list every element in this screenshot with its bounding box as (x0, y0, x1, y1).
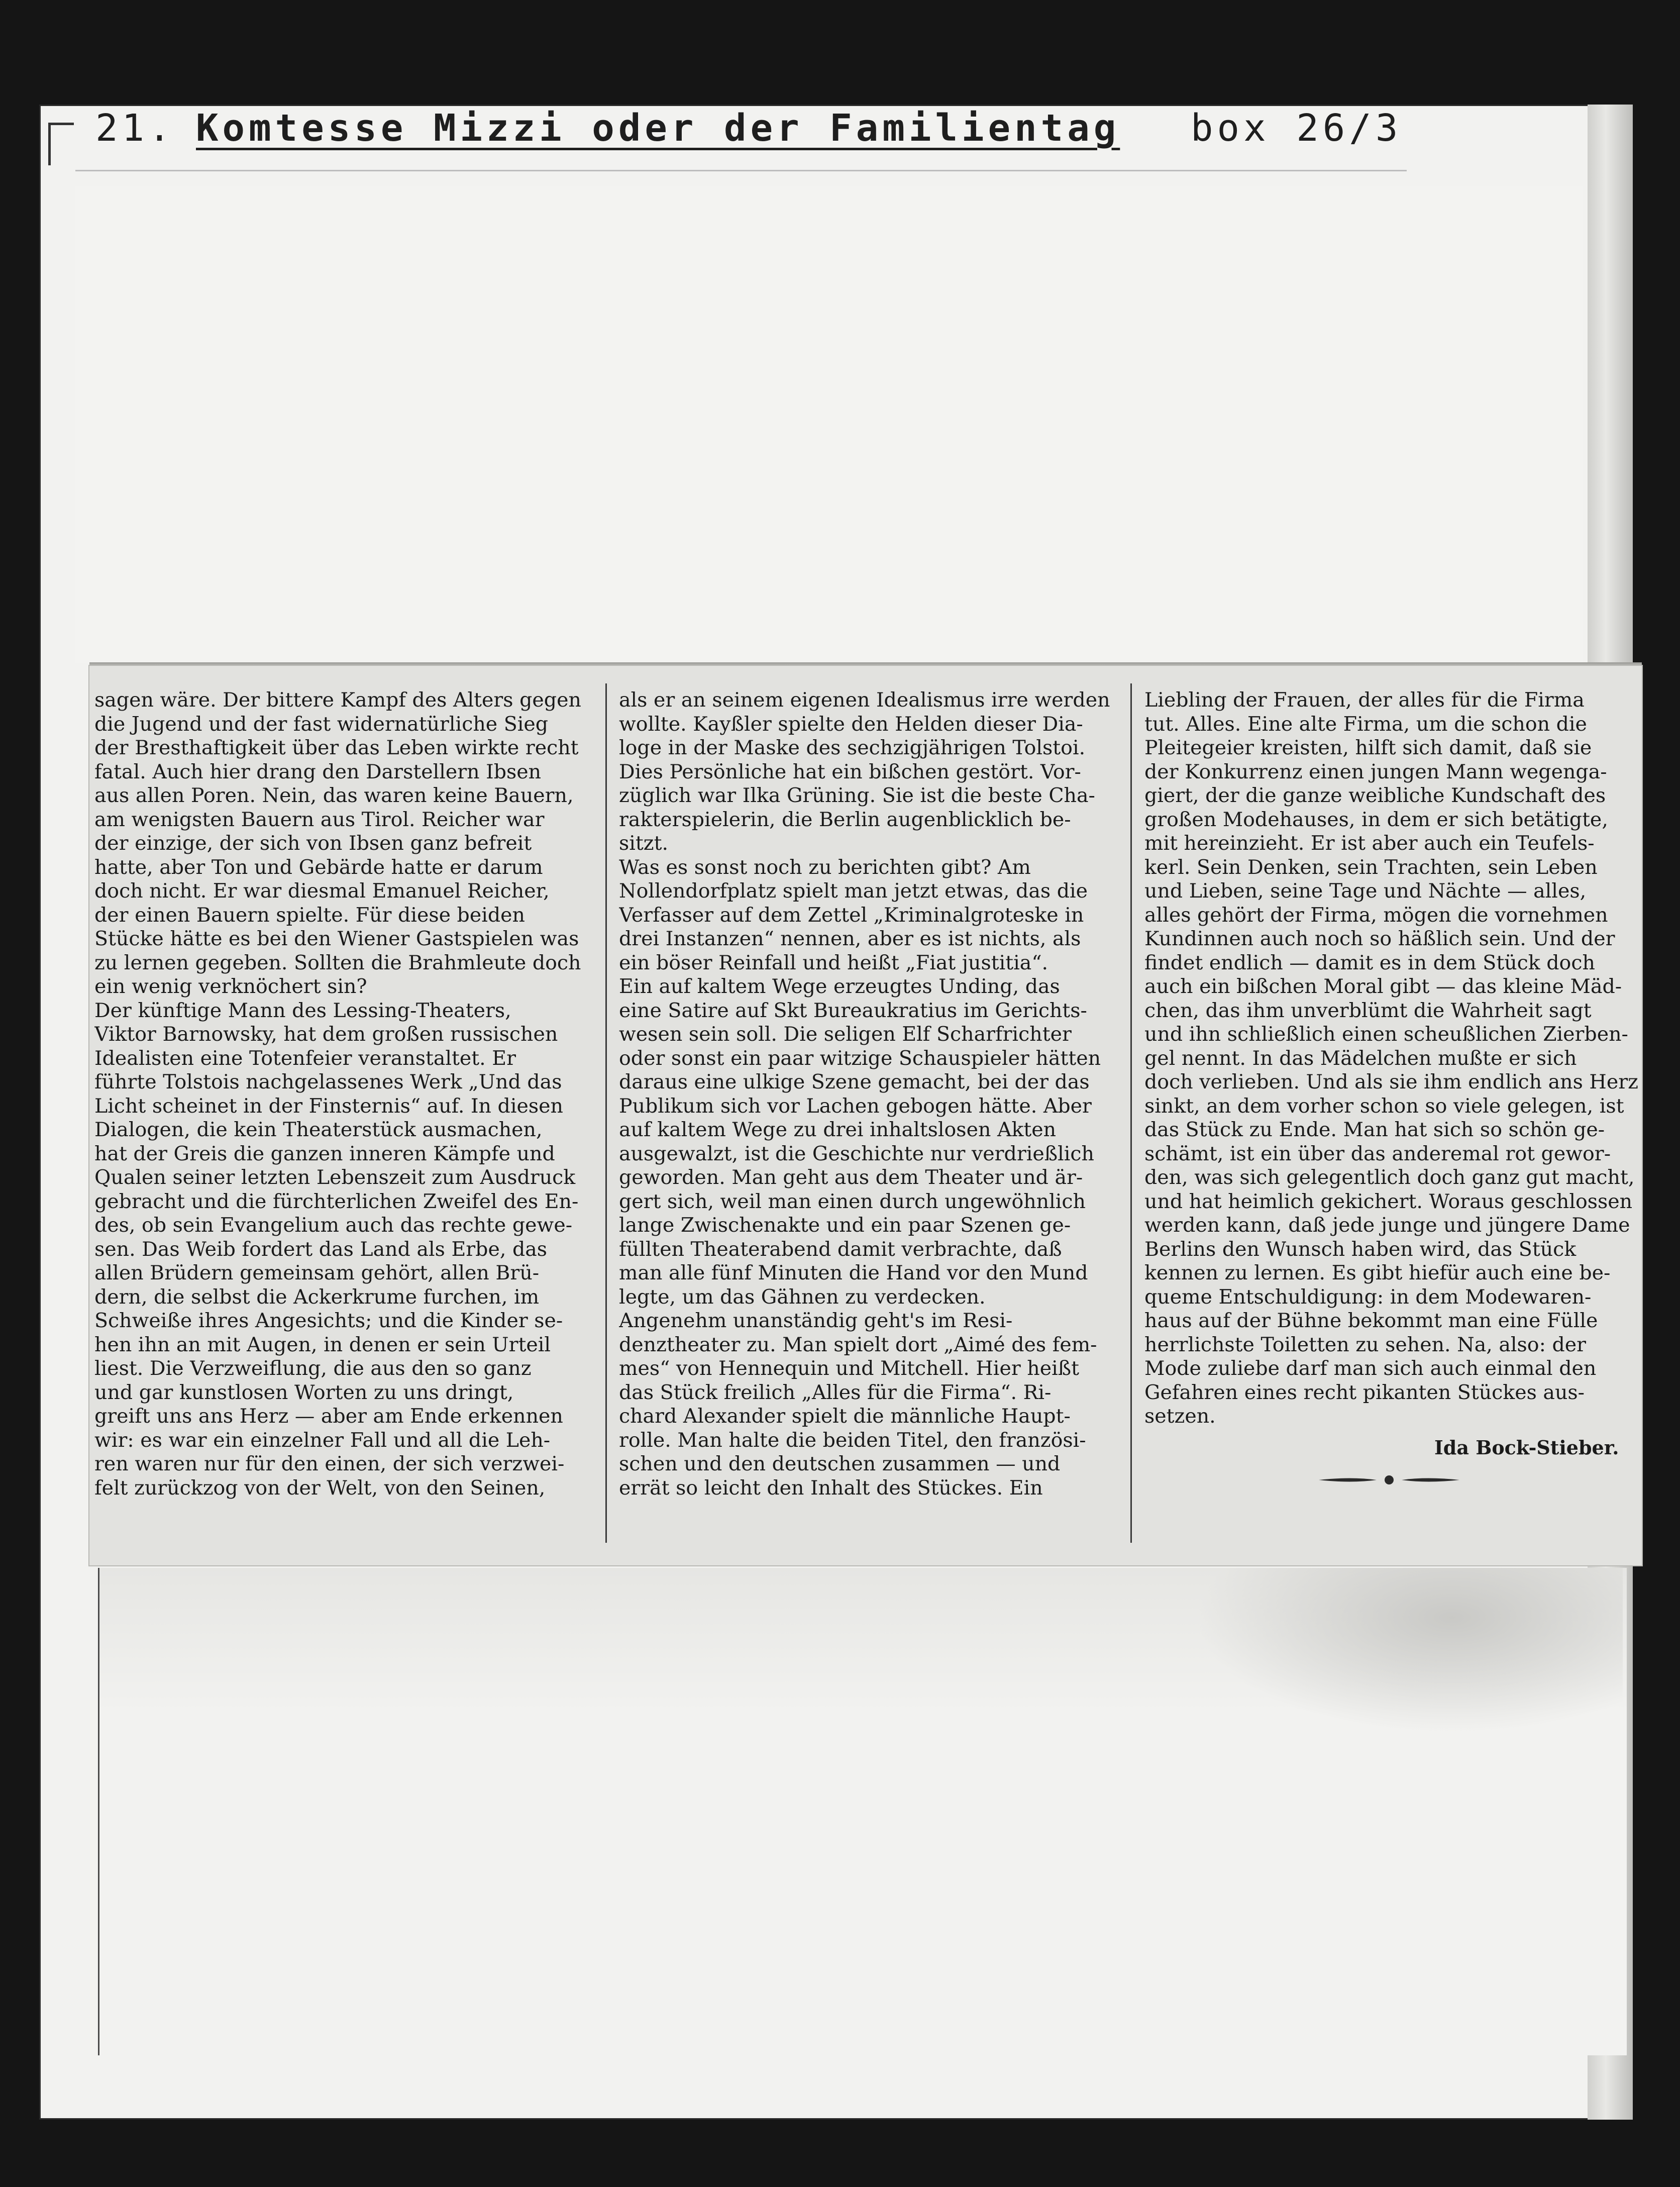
article-line: fatal. Auch hier drang den Darstellern Ibsen (94, 760, 542, 783)
article-line: Qualen seiner letzten Lebenszeit zum Ausdruck (94, 1166, 576, 1189)
article-line: rolle. Man halte die beiden Titel, den französi- (619, 1428, 1086, 1452)
article-line: der Bresthaftigkeit über das Leben wirkte recht (94, 736, 579, 759)
article-line: kennen zu lernen. Es gibt hiefür auch eine be- (1144, 1261, 1611, 1284)
article-line: man alle fünf Minuten die Hand vor den Mund (619, 1261, 1088, 1284)
article-line: lange Zwischenakte und ein paar Szenen ge- (619, 1214, 1071, 1237)
article-line: führte Tolstois nachgelassenes Werk „Und das (94, 1070, 562, 1094)
article-line: gel nennt. In das Mädelchen mußte er sich (1144, 1046, 1577, 1070)
author-signature: Ida Bock-Stieber. (1434, 1436, 1619, 1459)
article-line: und gar kunstlosen Worten zu uns dringt, (94, 1380, 514, 1404)
article-line: Viktor Barnowsky, hat dem großen russischen (94, 1023, 558, 1046)
article-line: wesen sein soll. Die seligen Elf Scharfrichter (619, 1023, 1072, 1046)
article-line: züglich war Ilka Grüning. Sie ist die beste Cha- (619, 784, 1095, 807)
article-line: der einzige, der sich von Ibsen ganz befreit (94, 832, 532, 855)
article-line: Berlins den Wunsch haben wird, das Stück (1144, 1237, 1577, 1261)
article-line: geworden. Man geht aus dem Theater und är- (619, 1166, 1083, 1189)
article-line: der einen Bauern spielte. Für diese beiden (94, 903, 525, 927)
article-line: Idealisten eine Totenfeier veranstaltet. Er (94, 1046, 516, 1070)
article-line: Der künftige Mann des Lessing-Theaters, (94, 999, 511, 1022)
article-line: ein böser Reinfall und heißt „Fiat justitia“. (619, 951, 1048, 974)
article-line: giert, der die ganze weibliche Kundschaft des (1144, 784, 1606, 807)
article-line: Publikum sich vor Lachen gebogen hätte. Aber (619, 1094, 1092, 1118)
article-line: großen Modehauses, in dem er sich betätigte, (1144, 808, 1608, 831)
article-line: liest. Die Verzweiflung, die aus den so ganz (94, 1357, 532, 1380)
article-line: der Konkurrenz einen jungen Mann wegenga- (1144, 760, 1607, 783)
article-line: Licht scheinet in der Finsternis“ auf. In diesen (94, 1094, 563, 1118)
article-line: allen Brüdern gemeinsam gehört, allen Brü- (94, 1261, 540, 1284)
article-line: Schweiße ihres Angesichts; und die Kinder se- (94, 1309, 563, 1332)
article-line: gert sich, weil man einen durch ungewöhnlich (619, 1189, 1086, 1213)
article-line: das Stück zu Ende. Man hat sich so schön ge- (1144, 1118, 1605, 1141)
article-line: die Jugend und der fast widernatürliche Sieg (94, 712, 549, 736)
article-line: findet endlich — damit es in dem Stück doch (1144, 951, 1595, 974)
article-line: und ihn schließlich einen scheußlichen Zierben- (1144, 1023, 1628, 1046)
article-line: alles gehört der Firma, mögen die vornehmen (1144, 903, 1608, 927)
article-line: Dies Persönliche hat ein bißchen gestört. Vor- (619, 760, 1081, 783)
article-line: kerl. Sein Denken, sein Trachten, sein Leben (1144, 855, 1598, 879)
article-line: greift uns ans Herz — aber am Ende erkennen (94, 1405, 563, 1428)
article-line: und hat heimlich gekichert. Woraus geschlossen (1144, 1189, 1633, 1213)
article-column-3 (1144, 688, 1642, 1429)
article-line: das Stück freilich „Alles für die Firma“. Ri- (619, 1380, 1052, 1404)
article-line: mit hereinzieht. Er ist aber auch ein Teufels- (1144, 832, 1595, 855)
box-label: box 26/3 (1191, 107, 1402, 150)
article-line: am wenigsten Bauern aus Tirol. Reicher war (94, 808, 545, 831)
article-line: setzen. (1144, 1405, 1216, 1428)
article-line: hen ihn an mit Augen, in denen er sein Urteil (94, 1333, 551, 1356)
article-line: Nollendorfplatz spielt man jetzt etwas, das die (619, 879, 1088, 903)
article-line: werden kann, daß jede junge und jüngere Dame (1144, 1214, 1630, 1237)
article-line: ein wenig verknöchert sin? (94, 975, 367, 998)
article-line: Gefahren eines recht pikanten Stückes aus- (1144, 1380, 1585, 1404)
article-line: chard Alexander spielt die männliche Haupt- (619, 1405, 1071, 1428)
article-line: Dialogen, die kein Theaterstück ausmachen, (94, 1118, 543, 1141)
article-line: chen, das ihm unverblümt die Wahrheit sagt (1144, 999, 1592, 1022)
ornament-divider (1316, 1472, 1462, 1487)
article-line: mes“ von Hennequin und Mitchell. Hier heißt (619, 1357, 1079, 1380)
article-line: auch ein bißchen Moral gibt — das kleine Mäd- (1144, 975, 1622, 998)
article-line: hat der Greis die ganzen inneren Kämpfe und (94, 1142, 555, 1165)
article-line: wir: es war ein einzelner Fall und all die Leh- (94, 1428, 551, 1452)
corner-crop-mark (48, 123, 74, 165)
header-rule (75, 170, 1407, 171)
article-line: doch nicht. Er war diesmal Emanuel Reicher, (94, 879, 550, 903)
article-line: Was es sonst noch zu berichten gibt? Am (619, 855, 1031, 879)
article-line: schen und den deutschen zusammen — und (619, 1452, 1061, 1475)
article-line: füllten Theaterabend damit verbrachte, daß (619, 1237, 1062, 1261)
article-line: rakterspielerin, die Berlin augenblicklich be- (619, 808, 1071, 831)
article-line: Kundinnen auch noch so häßlich sein. Und der (1144, 927, 1615, 950)
article-line: Mode zuliebe darf man sich auch einmal den (1144, 1357, 1597, 1380)
blank-upper-area (75, 186, 1583, 663)
article-line: errät so leicht den Inhalt des Stückes. Ein (619, 1476, 1043, 1500)
article-line: wollte. Kayßler spielte den Helden dieser Dia- (619, 712, 1083, 736)
work-title: Komtesse Mizzi oder der Familientag (196, 107, 1120, 150)
article-line: Stücke hätte es bei den Wiener Gastspielen was (94, 927, 579, 950)
article-line: doch verlieben. Und als sie ihm endlich ans Herz (1144, 1070, 1638, 1094)
article-line: loge in der Maske des sechzigjährigen Tolstoi. (619, 736, 1086, 759)
article-line: ausgewalzt, ist die Geschichte nur verdrießlich (619, 1142, 1094, 1165)
article-line: ren waren nur für den einen, der sich verzwei- (94, 1452, 565, 1475)
article-line: schämt, ist ein über das anderemal rot gewor- (1144, 1142, 1611, 1165)
item-number: 21. (95, 107, 175, 150)
article-line: queme Entschuldigung: in dem Modewaren- (1144, 1285, 1592, 1309)
article-line: eine Satire auf Skt Bureaukratius im Gerichts- (619, 999, 1087, 1022)
column-divider (1130, 683, 1132, 1543)
article-line: legte, um das Gähnen zu verdecken. (619, 1285, 986, 1309)
article-line: oder sonst ein paar witzige Schauspieler hätten (619, 1046, 1101, 1070)
article-line: den, was sich gelegentlich doch ganz gut macht, (1144, 1166, 1635, 1189)
article-line: Liebling der Frauen, der alles für die Firma (1144, 688, 1585, 712)
article-line: sagen wäre. Der bittere Kampf des Alters gegen (94, 688, 581, 712)
article-line: auf kaltem Wege zu drei inhaltslosen Akten (619, 1118, 1057, 1141)
article-line: hatte, aber Ton und Gebärde hatte er darum (94, 855, 543, 879)
article-line: sen. Das Weib fordert das Land als Erbe, das (94, 1237, 548, 1261)
article-line: als er an seinem eigenen Idealismus irre werden (619, 688, 1110, 712)
article-line: gebracht und die fürchterlichen Zweifel des En- (94, 1189, 579, 1213)
article-line: zu lernen gegeben. Sollten die Brahmleute doch (94, 951, 581, 974)
article-line: aus allen Poren. Nein, das waren keine Bauern, (94, 784, 574, 807)
article-line: sitzt. (619, 832, 669, 855)
paper-stain (1196, 1568, 1623, 1734)
article-line: Verfasser auf dem Zettel „Kriminalgroteske in (619, 903, 1084, 927)
article-line: Pleitegeier kreisten, hilft sich damit, daß sie (1144, 736, 1592, 759)
article-line: denztheater zu. Man spielt dort „Aimé des fem- (619, 1333, 1097, 1356)
column-divider (605, 683, 607, 1543)
article-line: sinkt, an dem vorher schon so viele gelegen, ist (1144, 1094, 1624, 1118)
article-line: daraus eine ulkige Szene gemacht, bei der das (619, 1070, 1090, 1094)
article-line: dern, die selbst die Ackerkrume furchen, im (94, 1285, 540, 1309)
article-line: haus auf der Bühne bekommt man eine Fülle (1144, 1309, 1598, 1332)
article-line: herrlichste Toiletten zu sehen. Na, also: der (1144, 1333, 1586, 1356)
article-column-1 (94, 688, 597, 1500)
article-line: drei Instanzen“ nennen, aber es ist nichts, als (619, 927, 1081, 950)
article-line: Angenehm unanständig geht's im Resi- (619, 1309, 1013, 1332)
article-column-2 (619, 688, 1119, 1500)
article-line: Ein auf kaltem Wege erzeugtes Unding, das (619, 975, 1060, 998)
article-line: felt zurückzog von der Welt, von den Seinen, (94, 1476, 546, 1500)
article-line: des, ob sein Evangelium auch das rechte gewe- (94, 1214, 573, 1237)
article-line: tut. Alles. Eine alte Firma, um die schon die (1144, 712, 1587, 736)
article-line: und Lieben, seine Tage und Nächte — alles, (1144, 879, 1587, 903)
